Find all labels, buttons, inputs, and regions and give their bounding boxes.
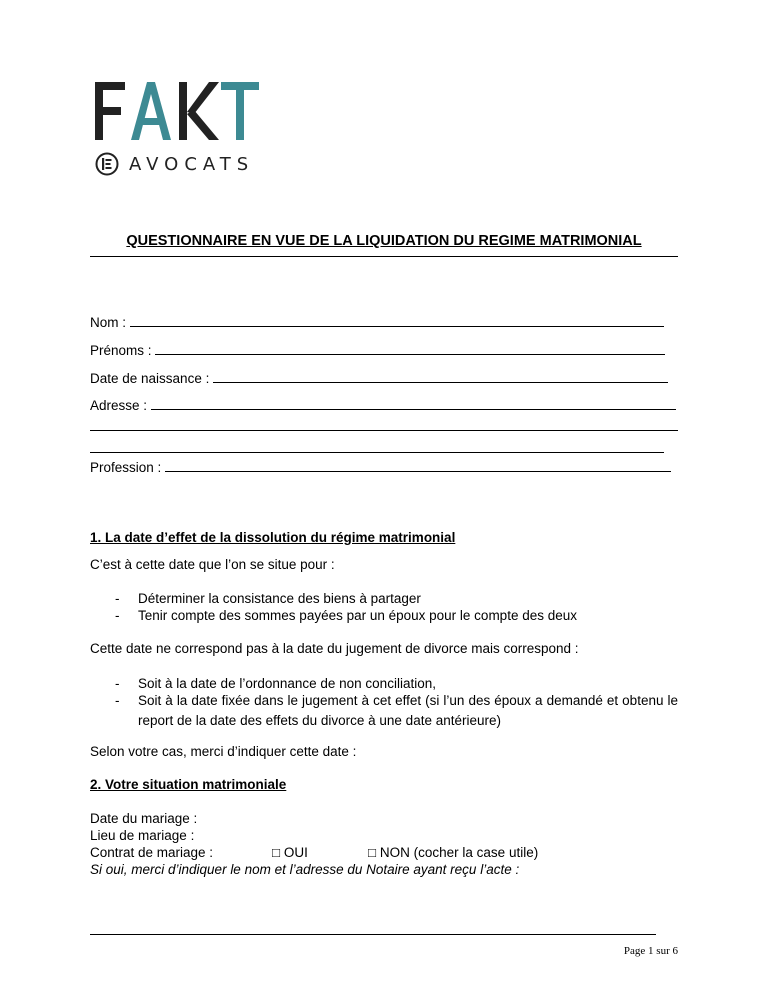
lieu-mariage-label: Lieu de mariage :	[90, 828, 195, 843]
field-adresse-line-3[interactable]	[90, 452, 664, 453]
document-title: QUESTIONNAIRE EN VUE DE LA LIQUIDATION DU REGIME MATRIMONIAL	[126, 233, 642, 249]
field-nom	[90, 314, 664, 330]
footer-rule	[90, 934, 656, 935]
section-1-note: Cette date ne correspond pas à la date du jugement de divorce mais correspond :	[90, 641, 579, 656]
field-nom-label: Nom :	[90, 315, 127, 330]
field-profession	[90, 459, 671, 475]
field-nom-blank[interactable]	[130, 314, 664, 327]
section-1-bullet2-text: Soit à la date fixée dans le jugement à cet effet (si l’un des époux a demandé et obtenu le report de la date des effets du divorce à une date antérieure)	[138, 693, 678, 728]
field-profession-label: Profession :	[90, 460, 162, 475]
logo-subtitle: AVOCATS	[129, 153, 255, 175]
contrat-non-checkbox[interactable]: □ NON (cocher la case utile)	[368, 845, 539, 860]
field-adresse	[90, 397, 676, 413]
section-1-ask: Selon votre cas, merci d’indiquer cette date :	[90, 744, 357, 759]
field-date-naissance-blank[interactable]	[213, 370, 668, 383]
section-1-intro: C’est à cette date que l’on se situe pour :	[90, 557, 335, 572]
field-prenoms-blank[interactable]	[155, 342, 665, 355]
fakt-wordmark-icon	[95, 82, 260, 140]
contrat-oui-checkbox[interactable]: □ OUI	[272, 845, 308, 860]
field-profession-blank[interactable]	[165, 459, 671, 472]
field-date-naissance-label: Date de naissance :	[90, 371, 210, 386]
field-adresse-line-2[interactable]	[90, 430, 678, 431]
field-prenoms	[90, 342, 665, 358]
page-number: Page 1 sur 6	[623, 945, 678, 957]
field-adresse-blank[interactable]	[151, 397, 676, 410]
section-1-heading: 1. La date d’effet de la dissolution du régime matrimonial	[90, 530, 456, 545]
notaire-instruction: Si oui, merci d’indiquer le nom et l’adresse du Notaire ayant reçu l’acte :	[90, 862, 520, 877]
date-mariage-label: Date du mariage :	[90, 811, 198, 826]
field-adresse-label: Adresse :	[90, 398, 148, 413]
title-underline	[90, 256, 678, 257]
contrat-mariage-label: Contrat de mariage :	[90, 845, 214, 860]
fakt-logo	[95, 82, 265, 177]
field-prenoms-label: Prénoms :	[90, 343, 152, 358]
field-date-naissance	[90, 370, 668, 386]
fakt-emblem-icon	[95, 152, 119, 176]
section-2-heading: 2. Votre situation matrimoniale	[90, 777, 287, 792]
